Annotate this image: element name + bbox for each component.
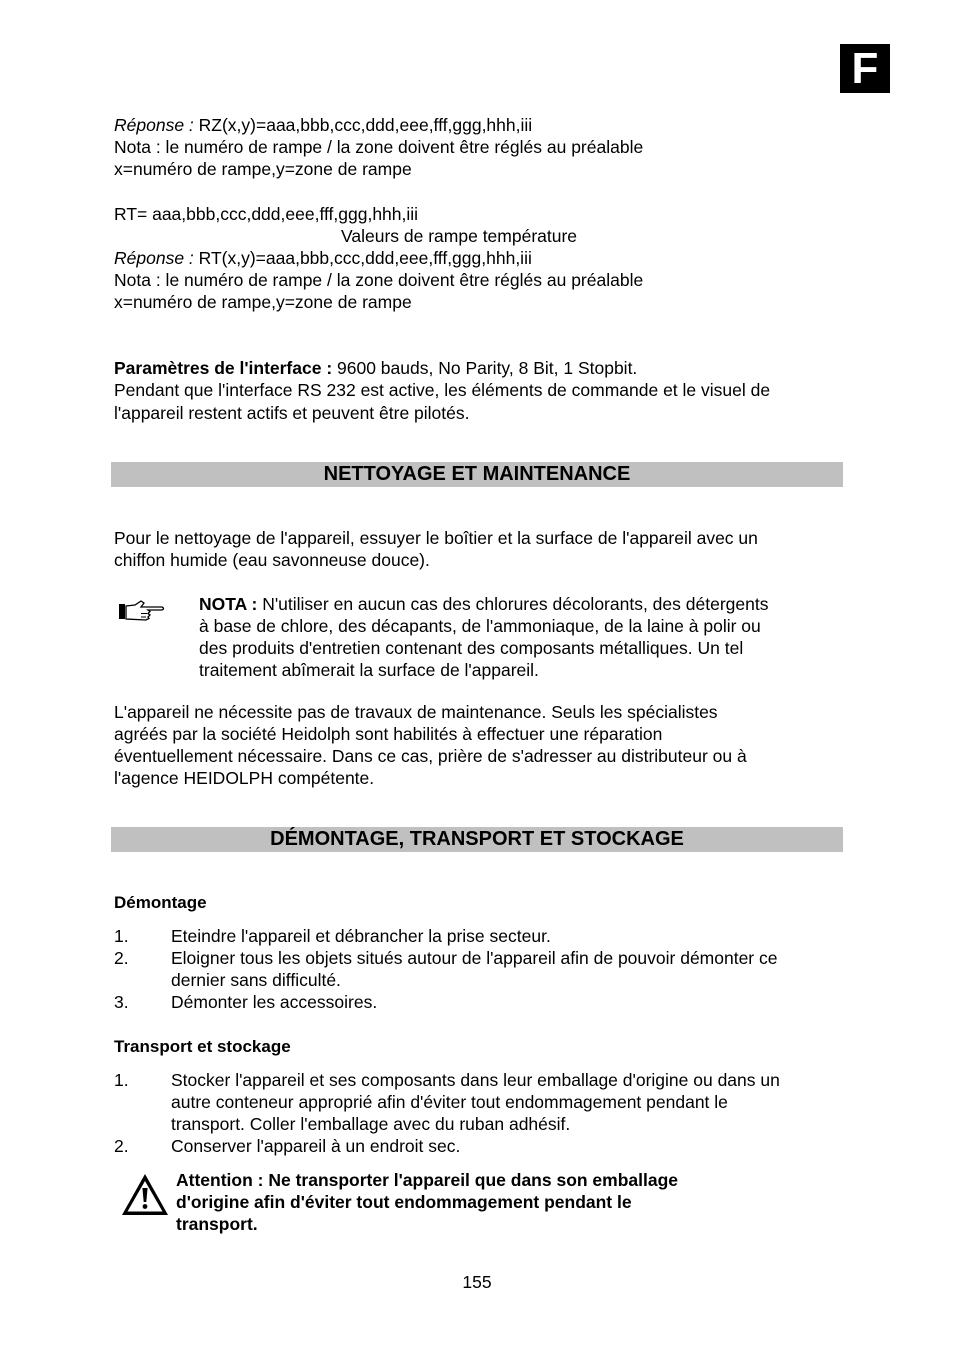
warning-triangle-icon	[120, 1172, 170, 1218]
rs232-note: l'appareil restent actifs et peuvent être pilotés.	[114, 403, 470, 423]
maintenance-text: agréés par la société Heidolph sont habilités à effectuer une réparation	[114, 724, 663, 744]
rz-label: Réponse :	[114, 115, 194, 135]
rt-label: Réponse :	[114, 248, 194, 268]
nota-line: Nota : le numéro de rampe / la zone doivent être réglés au préalable	[114, 270, 644, 290]
nota-line: Nota : le numéro de rampe / la zone doivent être réglés au préalable	[114, 137, 644, 157]
note-paragraph	[199, 593, 768, 615]
maintenance-text: L'appareil ne nécessite pas de travaux de maintenance. Seuls les spécialistes	[114, 702, 718, 722]
x-definition: x=numéro de rampe,y=zone de rampe	[114, 159, 412, 179]
maintenance-text: l'agence HEIDOLPH compétente.	[114, 768, 375, 788]
maintenance-text: éventuellement nécessaire. Dans ce cas, prière de s'adresser au distributeur ou à	[114, 746, 747, 766]
note-text: N'utiliser en aucun cas des chlorures décolorants, des détergents	[257, 594, 769, 614]
pointing-hand-icon	[116, 596, 168, 628]
section-heading-cleaning: NETTOYAGE ET MAINTENANCE	[111, 462, 843, 487]
page-number: 155	[462, 1272, 492, 1292]
rz-value: RZ(x,y)=aaa,bbb,ccc,ddd,eee,fff,ggg,hhh,iii	[193, 115, 533, 135]
list-item-continued: dernier sans difficulté.	[171, 970, 341, 990]
list-number: 1.	[114, 926, 129, 946]
note-text: à base de chlore, des décapants, de l'ammoniaque, de la laine à polir ou	[199, 616, 761, 636]
list-number: 3.	[114, 992, 129, 1012]
rz-response	[114, 114, 532, 136]
list-number: 1.	[114, 1070, 129, 1090]
params-label: Paramètres de l'interface :	[114, 358, 333, 378]
rt-value: RT(x,y)=aaa,bbb,ccc,ddd,eee,fff,ggg,hhh,iii	[193, 248, 532, 268]
list-item: Conserver l'appareil à un endroit sec.	[171, 1136, 461, 1156]
rt-response	[114, 247, 532, 269]
subheading-transport: Transport et stockage	[114, 1037, 291, 1056]
section-heading-dismantling: DÉMONTAGE, TRANSPORT ET STOCKAGE	[111, 827, 843, 852]
language-tab: F	[840, 44, 890, 93]
params-value: 9600 bauds, No Parity, 8 Bit, 1 Stopbit.	[332, 358, 638, 378]
list-number: 2.	[114, 1136, 129, 1156]
warning-text: d'origine afin d'éviter tout endommagement pendant le	[176, 1192, 632, 1212]
list-number: 2.	[114, 948, 129, 968]
note-text: traitement abîmerait la surface de l'appareil.	[199, 660, 539, 680]
subheading-dismantling: Démontage	[114, 893, 207, 912]
list-item: Eteindre l'appareil et débrancher la prise secteur.	[171, 926, 551, 946]
x-definition: x=numéro de rampe,y=zone de rampe	[114, 292, 412, 312]
warning-text: Attention : Ne transporter l'appareil que dans son emballage	[176, 1170, 679, 1190]
list-item: Stocker l'appareil et ses composants dans leur emballage d'origine ou dans un	[171, 1070, 780, 1090]
list-item: Démonter les accessoires.	[171, 992, 378, 1012]
list-item: Eloigner tous les objets situés autour de l'appareil afin de pouvoir démonter ce	[171, 948, 778, 968]
rs232-note: Pendant que l'interface RS 232 est active, les éléments de commande et le visuel de	[114, 380, 771, 400]
warning-text: transport.	[176, 1214, 258, 1234]
list-item-continued: transport. Coller l'emballage avec du ruban adhésif.	[171, 1114, 571, 1134]
rt-description: Valeurs de rampe température	[341, 226, 578, 246]
interface-params	[114, 357, 637, 379]
list-item-continued: autre conteneur approprié afin d'éviter tout endommagement pendant le	[171, 1092, 728, 1112]
note-text: des produits d'entretien contenant des composants métalliques. Un tel	[199, 638, 744, 658]
note-label: NOTA :	[199, 594, 258, 614]
rt-command: RT= aaa,bbb,ccc,ddd,eee,fff,ggg,hhh,iii	[114, 204, 419, 224]
cleaning-intro: Pour le nettoyage de l'appareil, essuyer le boîtier et la surface de l'appareil avec un	[114, 528, 758, 548]
cleaning-intro: chiffon humide (eau savonneuse douce).	[114, 550, 430, 570]
